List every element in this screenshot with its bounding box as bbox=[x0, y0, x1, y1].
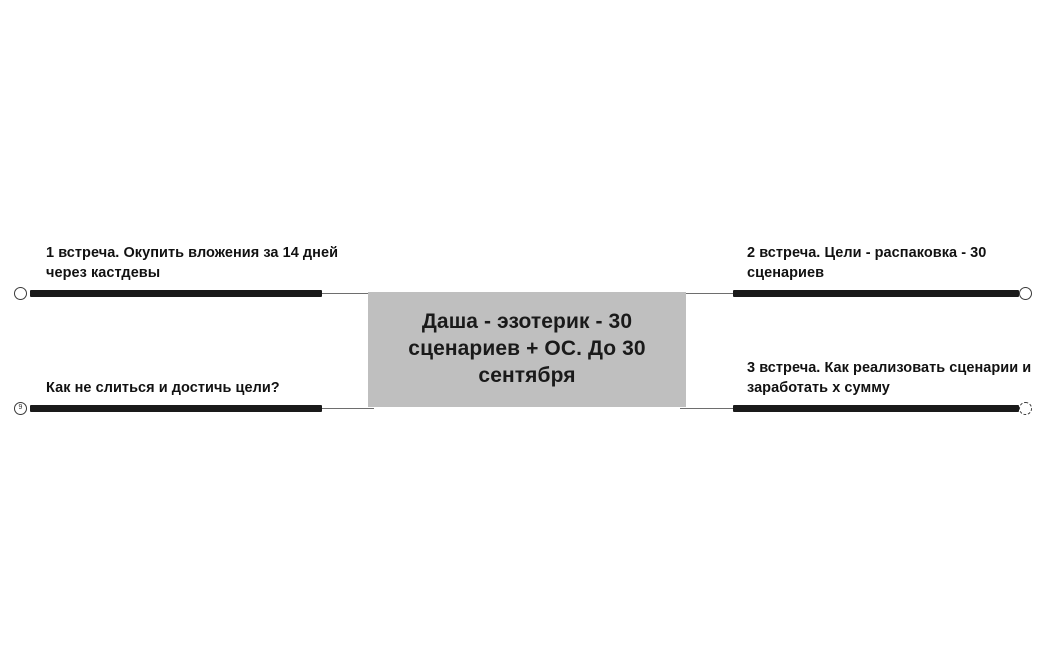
root-node[interactable] bbox=[368, 292, 686, 407]
endpoint-dot-top-right[interactable] bbox=[1019, 287, 1032, 300]
connector-bottom-left bbox=[318, 408, 374, 409]
branch-label-top-left: 1 встреча. Окупить вложения за 14 дней через кастдевы bbox=[46, 245, 339, 281]
connector-top-right bbox=[680, 293, 736, 294]
branch-line-bottom-right[interactable] bbox=[733, 405, 1019, 412]
endpoint-dot-top-left[interactable] bbox=[14, 287, 27, 300]
branch-line-top-left[interactable] bbox=[30, 290, 322, 297]
root-node-label: Даша - эзотерик - 30 сценариев + ОС. До 30 сентября bbox=[408, 310, 646, 387]
endpoint-dot-bottom-right[interactable] bbox=[1019, 402, 1032, 415]
branch-line-bottom-left[interactable] bbox=[30, 405, 322, 412]
branch-label-bottom-left: Как не слиться и достичь цели? bbox=[46, 380, 280, 396]
connector-bottom-right bbox=[680, 408, 736, 409]
branch-line-top-right[interactable] bbox=[733, 290, 1019, 297]
branch-label-bottom-right: 3 встреча. Как реализовать сценарии и заработать х сумму bbox=[747, 360, 1032, 396]
branch-label-top-right: 2 встреча. Цели - распаковка - 30 сценариев bbox=[747, 245, 987, 281]
connector-top-left bbox=[318, 293, 374, 294]
endpoint-dot-bottom-left[interactable] bbox=[14, 402, 27, 415]
endpoint-glyph-bottom-left: 9 bbox=[18, 404, 23, 411]
